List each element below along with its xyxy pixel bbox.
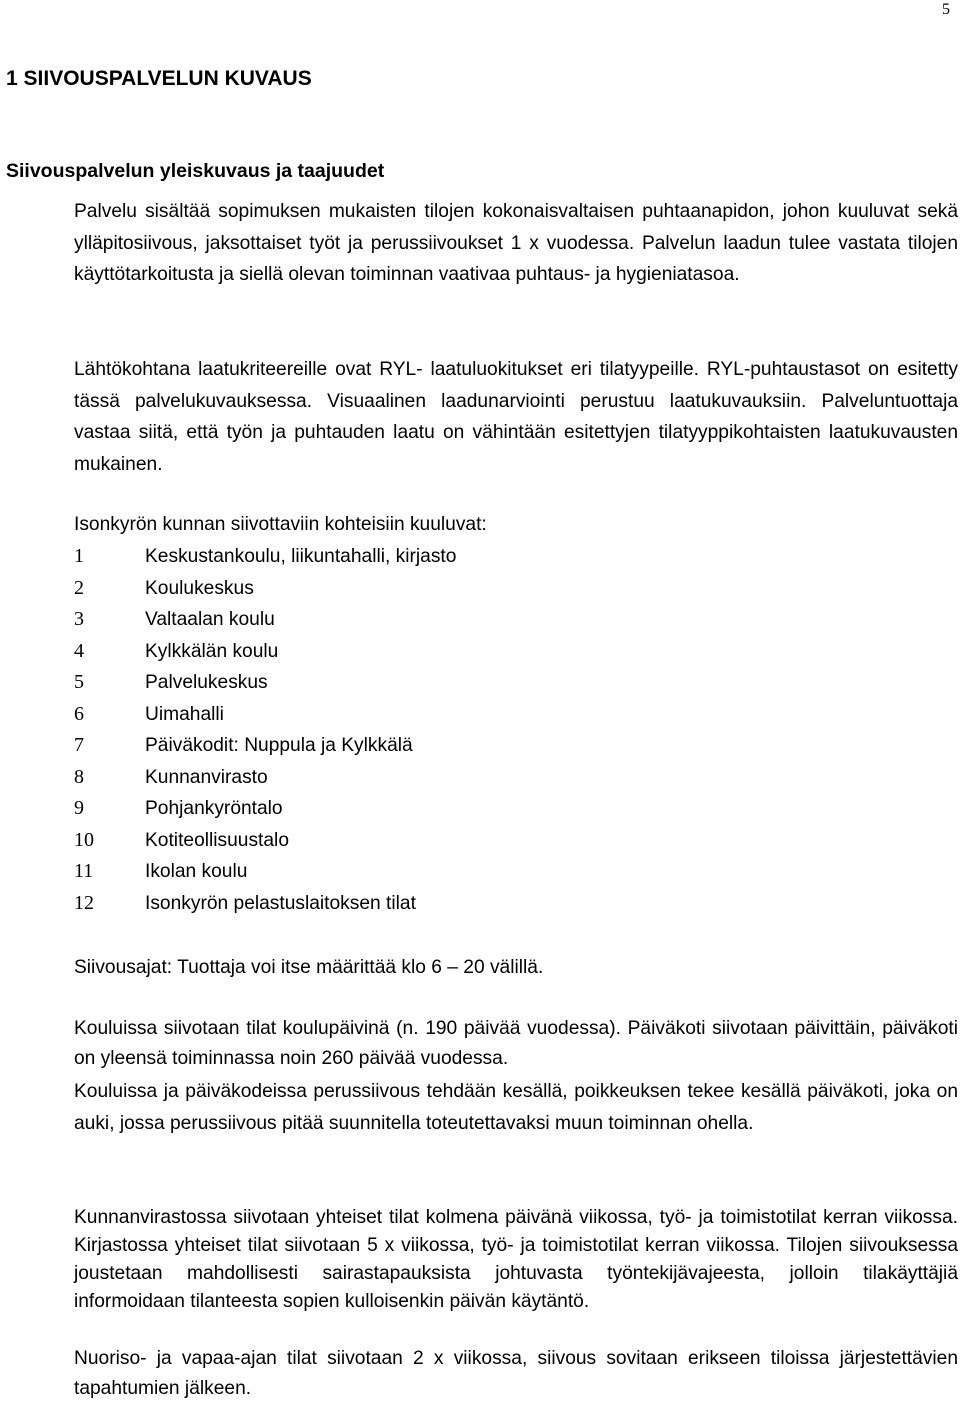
list-item-number: 8 [74,765,84,788]
list-item [74,541,456,573]
list-item [74,793,456,825]
list-item [74,762,456,794]
paragraph-quality-criteria: Lähtökohtana laatukriteereille ovat RYL- laatuluokitukset eri tilatyypeille. RYL-puhtaustasot on esitetty tässä palvelukuvauksessa. Visuaalinen laadunarviointi perustuu laatukuvauksiin. Palveluntuottaja vastaa siitä, että työn ja puhtauden laatu on vähintään esitettyjen tilatyyppikohtaisten laatukuvausten mukainen. [74,359,958,475]
list-item-number: 11 [74,860,94,883]
list-item [74,699,456,731]
list-item-label: Uimahalli [145,703,224,725]
list-item [74,730,456,762]
list-item [74,573,456,605]
paragraph-office-library: Kunnanvirastossa siivotaan yhteiset tilat kolmena päivänä viikossa, työ- ja toimistotilat kerran viikossa. Kirjastossa yhteiset tilat siivotaan 5 x viikossa, työ- ja toimistotilat kerran viikossa. Tilojen siivouksessa joustetaan mahdollisesti sairastapauksista johtuvasta työntekijävajeesta, jolloin tilakäyttäjiä informoidaan tilanteesta sopien kulloisenkin päivän käytäntö. [74,1207,958,1312]
list-item-number: 12 [74,892,94,915]
list-item [74,888,456,920]
list-item-label: Kunnanvirasto [145,766,268,788]
list-item-label: Kylkkälän koulu [145,640,279,662]
list-item [74,825,456,857]
list-item-number: 1 [74,545,84,567]
paragraph-schools-schedule: Kouluissa siivotaan tilat koulupäivinä (n. 190 päivää vuodessa). Päiväkoti siivotaan päivittäin, päiväkoti on yleensä toiminnassa noin 260 päivää vuodessa. [74,1018,958,1069]
paragraph-youth-facilities: Nuoriso- ja vapaa-ajan tilat siivotaan 2 x viikossa, siivous sovitaan erikseen tiloissa järjestettävien tapahtumien jälkeen. [74,1348,958,1399]
list-item-label: Kotiteollisuustalo [145,829,289,851]
list-item-number: 3 [74,608,84,631]
list-item-label: Keskustankoulu, liikuntahalli, kirjasto [145,546,457,567]
list-item-number: 5 [74,671,84,694]
list-item-number: 6 [74,702,84,725]
list-item [74,604,456,636]
list-item-label: Valtaalan koulu [145,609,275,631]
paragraph-cleaning-times: Siivousajat: Tuottaja voi itse määrittää klo 6 – 20 välillä. [74,957,544,978]
page-number: 5 [942,1,950,18]
list-item-number: 7 [74,734,84,757]
list-item-label: Pohjankyröntalo [145,798,283,820]
section-subheading: Siivouspalvelun yleiskuvaus ja taajuudet [6,160,385,182]
list-item-number: 9 [74,797,84,820]
list-item-label: Ikolan koulu [145,861,248,883]
list-item [74,636,456,668]
list-item [74,856,456,888]
list-item-number: 4 [74,639,84,662]
paragraph-sites-intro: Isonkyrön kunnan siivottaviin kohteisiin kuuluvat: [74,514,487,535]
cleaning-sites-list [74,541,456,920]
list-item-label: Isonkyrön pelastuslaitoksen tilat [145,893,416,915]
list-item-label: Koulukeskus [145,577,254,599]
paragraph-intro: Palvelu sisältää sopimuksen mukaisten tilojen kokonaisvaltaisen puhtaanapidon, johon kuuluvat sekä ylläpitosiivous, jaksottaiset työt ja perussiivoukset 1 x vuodessa. Palvelun laadun tulee vastata tilojen käyttötarkoitusta ja siellä olevan toiminnan vaativaa puhtaus- ja hygieniatasoa. [74,201,958,285]
list-item-label: Päiväkodit: Nuppula ja Kylkkälä [145,735,413,757]
list-item [74,667,456,699]
list-item-number: 2 [74,576,84,599]
section-heading: 1 SIIVOUSPALVELUN KUVAUS [6,67,312,90]
list-item-label: Palvelukeskus [145,672,268,694]
paragraph-summer-cleaning: Kouluissa ja päiväkodeissa perussiivous tehdään kesällä, poikkeuksen tekee kesällä päiväkoti, joka on auki, jossa perussiivous pitää suunnitella toteutettavaksi muun toiminnan ohella. [74,1081,958,1134]
list-item-number: 10 [74,828,94,851]
